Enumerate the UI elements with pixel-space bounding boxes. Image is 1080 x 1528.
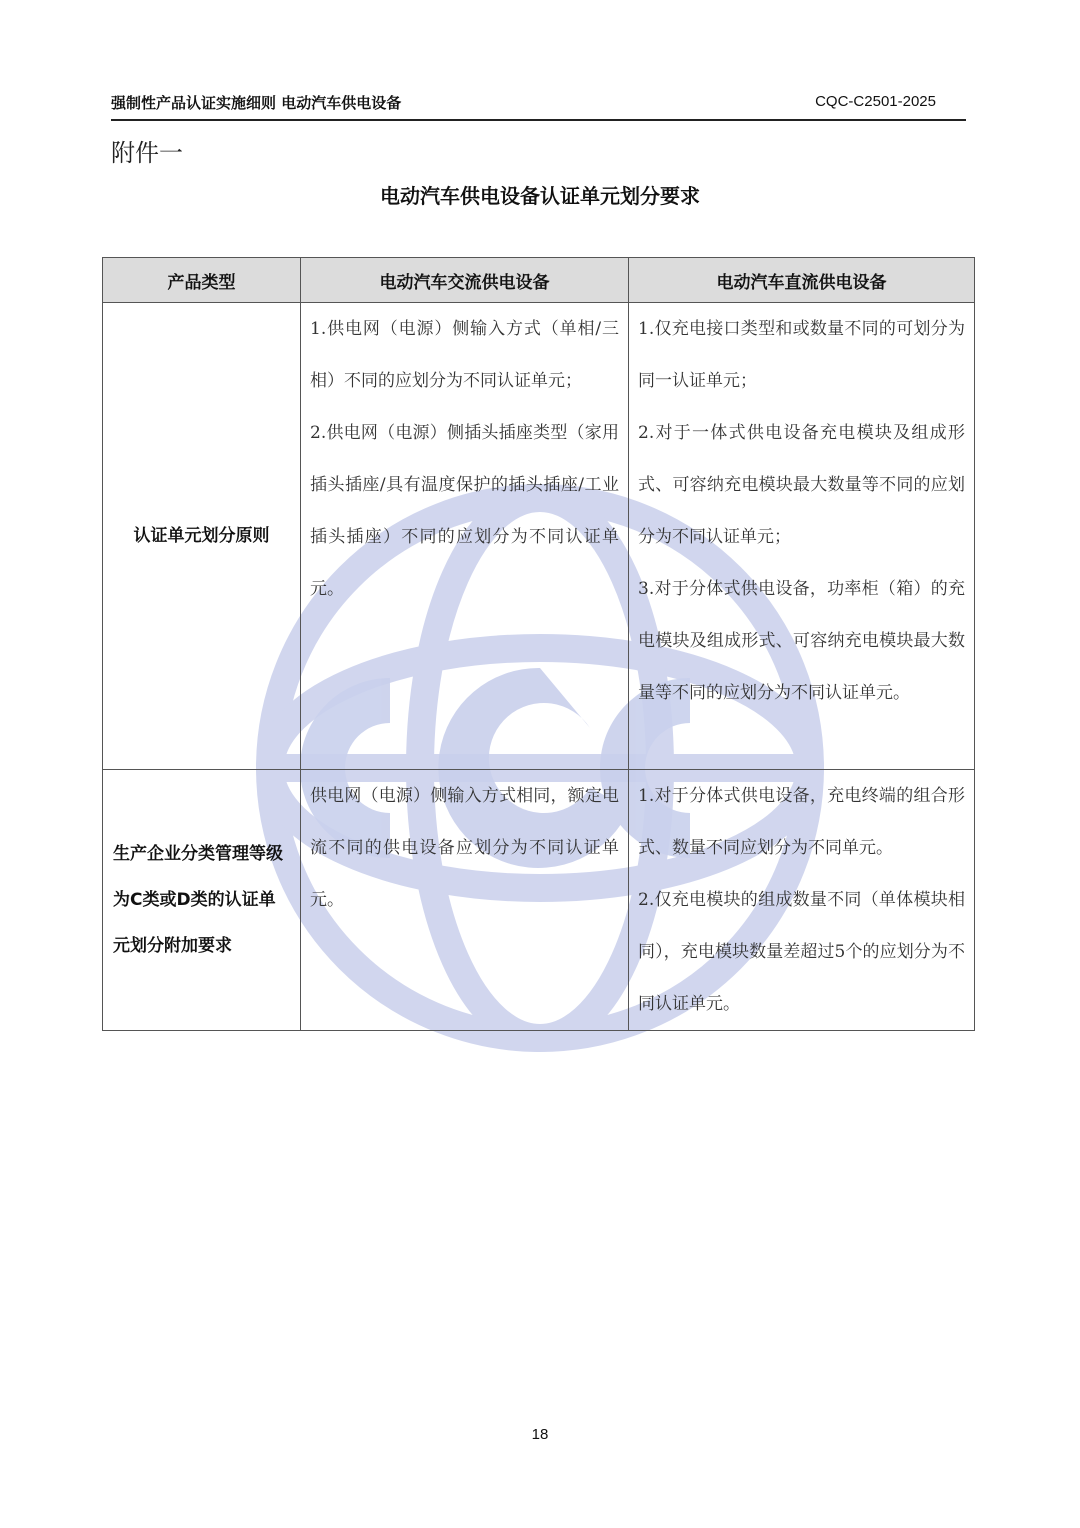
certification-unit-table [102, 257, 975, 1031]
table-row [103, 770, 975, 1031]
row-label-division-principle: 认证单元划分原则 [103, 303, 301, 770]
dc-additional-item-2: 2.仅充电模块的组成数量不同（单体模块相同），充电模块数量差超过5个的应划分为不同认证单元。 [638, 890, 965, 1014]
table-header-row [103, 258, 975, 303]
dc-principle-cell [629, 303, 975, 770]
ac-principle-item-1: 1.供电网（电源）侧输入方式（单相/三相）不同的应划分为不同认证单元； [310, 319, 619, 391]
header-divider [111, 119, 966, 121]
row-label-additional-requirements: 生产企业分类管理等级为C类或D类的认证单元划分附加要求 [103, 770, 301, 1031]
header-document-title: 强制性产品认证实施细则 电动汽车供电设备 [111, 94, 402, 112]
dc-principle-item-3: 3.对于分体式供电设备，功率柜（箱）的充电模块及组成形式、可容纳充电模块最大数量等不同的应划分为不同认证单元。 [638, 579, 965, 703]
ac-principle-cell [301, 303, 629, 770]
header-product-type: 产品类型 [103, 258, 301, 303]
ac-additional-item-1: 供电网（电源）侧输入方式相同，额定电流不同的供电设备应划分为不同认证单元。 [310, 786, 619, 910]
table-row [103, 303, 975, 770]
ac-additional-cell [301, 770, 629, 1031]
dc-additional-cell [629, 770, 975, 1031]
header-ac-equipment: 电动汽车交流供电设备 [301, 258, 629, 303]
dc-principle-item-2: 2.对于一体式供电设备充电模块及组成形式、可容纳充电模块最大数量等不同的应划分为不同认证单元； [638, 423, 965, 547]
attachment-label: 附件一 [111, 139, 183, 167]
ac-principle-item-2: 2.供电网（电源）侧插头插座类型（家用插头插座/具有温度保护的插头插座/工业插头插座）不同的应划分为不同认证单元。 [310, 423, 619, 599]
page-title: 电动汽车供电设备认证单元划分要求 [380, 184, 700, 208]
dc-principle-item-1: 1.仅充电接口类型和或数量不同的可划分为同一认证单元； [638, 319, 965, 391]
header-document-code: CQC-C2501-2025 [815, 93, 936, 110]
page-number: 18 [531, 1426, 549, 1443]
dc-additional-item-1: 1.对于分体式供电设备，充电终端的组合形式、数量不同应划分为不同单元。 [638, 786, 965, 858]
header-dc-equipment: 电动汽车直流供电设备 [629, 258, 975, 303]
